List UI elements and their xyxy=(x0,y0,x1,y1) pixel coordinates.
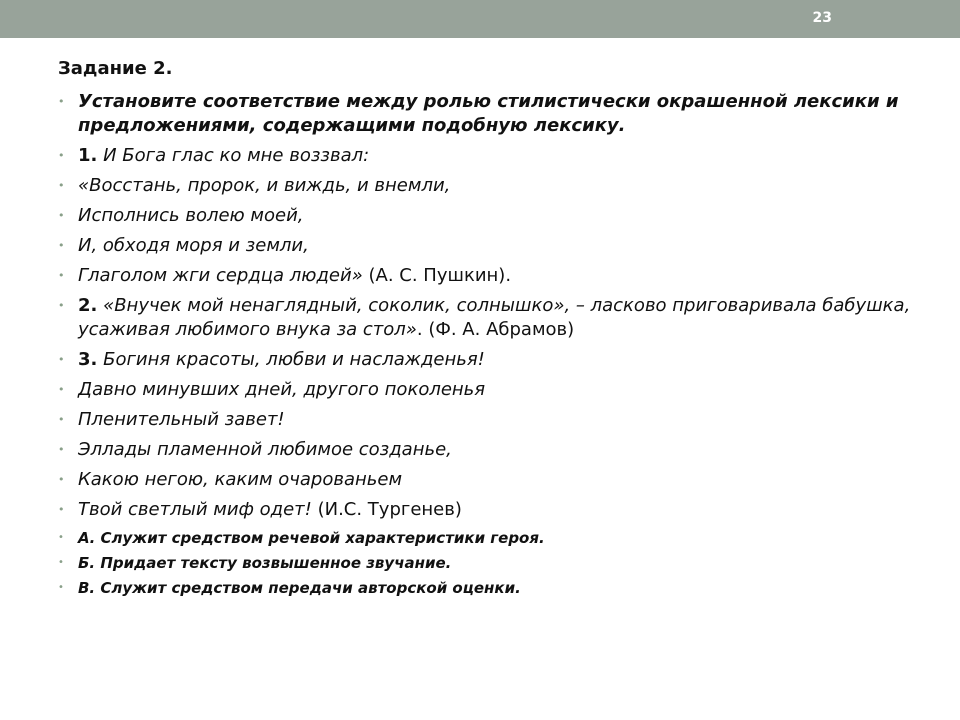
item-italic-text: «Восстань, пророк, и виждь, и внемли, xyxy=(78,175,451,196)
instruction-text: Установите соответствие между ролью стилистически окрашенной лексики и предложениями, содержащими подобную лексику. xyxy=(78,91,899,136)
item-number: 3. xyxy=(78,349,98,370)
list-item xyxy=(58,234,918,258)
list-item xyxy=(58,294,918,342)
list-item xyxy=(58,264,918,288)
option-item xyxy=(58,528,918,548)
option-text: В. Служит средством передачи авторской оценки. xyxy=(78,579,521,597)
item-italic-text: Пленительный завет! xyxy=(78,409,285,430)
option-text: Б. Придает тексту возвышенное звучание. xyxy=(78,554,452,572)
item-italic-text: Глаголом жги сердца людей» xyxy=(78,265,363,286)
item-number: 1. xyxy=(78,145,98,166)
task-list xyxy=(58,90,918,598)
option-item xyxy=(58,553,918,573)
item-number: 2. xyxy=(78,295,98,316)
list-item xyxy=(58,498,918,522)
item-italic-text: И, обходя моря и земли, xyxy=(78,235,309,256)
item-italic-text: Давно минувших дней, другого поколенья xyxy=(78,379,486,400)
slide-number: 23 xyxy=(812,10,832,26)
list-item xyxy=(58,378,918,402)
item-italic-text: Какою негою, каким очарованьем xyxy=(78,469,403,490)
item-italic-text: И Бога глас ко мне воззвал: xyxy=(97,145,370,166)
slide-content xyxy=(58,56,918,603)
list-item xyxy=(58,144,918,168)
item-normal-text: (И.С. Тургенев) xyxy=(311,499,462,520)
instruction-item xyxy=(58,90,918,138)
list-item xyxy=(58,438,918,462)
header-bar xyxy=(0,0,960,38)
list-item xyxy=(58,468,918,492)
option-item xyxy=(58,578,918,598)
task-title: Задание 2. xyxy=(58,58,173,79)
item-italic-text: Богиня красоты, любви и наслажденья! xyxy=(97,349,485,370)
list-item xyxy=(58,174,918,198)
item-italic-text: Эллады пламенной любимое созданье, xyxy=(78,439,452,460)
option-text: А. Служит средством речевой характеристики героя. xyxy=(78,529,545,547)
item-normal-text: . (Ф. А. Абрамов) xyxy=(416,319,575,340)
list-item xyxy=(58,348,918,372)
item-italic-text: Твой светлый миф одет! xyxy=(78,499,312,520)
list-item xyxy=(58,408,918,432)
item-italic-text: Исполнись волею моей, xyxy=(78,205,304,226)
item-normal-text: (А. С. Пушкин). xyxy=(362,265,512,286)
item-italic-text: «Внучек мой ненаглядный, соколик, солнышко», – ласково приговаривала бабушка, усаживая любимого внука за стол» xyxy=(78,295,911,340)
list-item xyxy=(58,204,918,228)
